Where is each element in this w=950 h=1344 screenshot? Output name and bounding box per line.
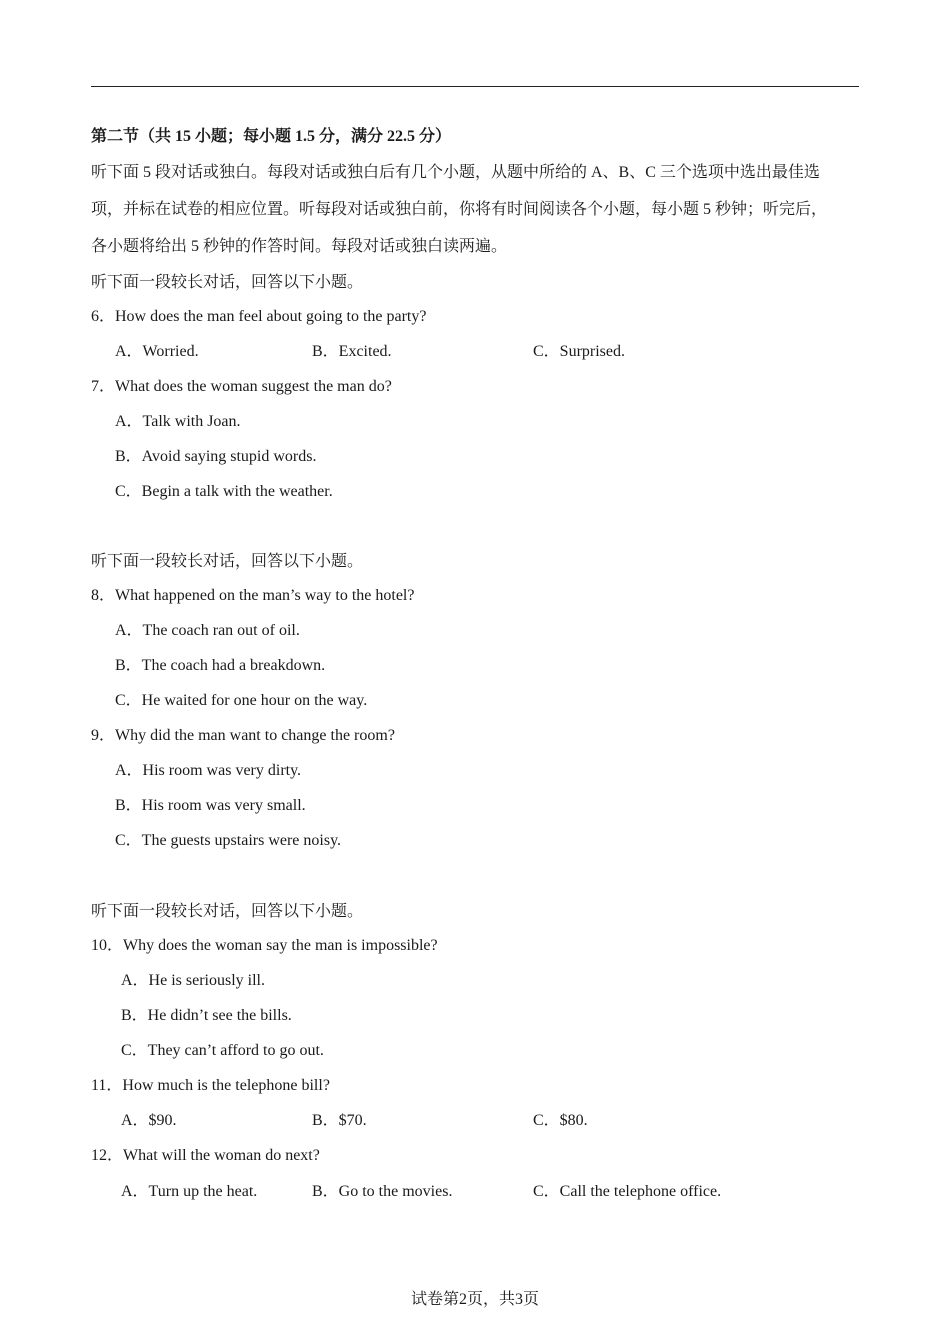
question-12-option-c: C．Call the telephone office. xyxy=(533,1183,722,1200)
instructions-line-2: 项，并标在试卷的相应位置。听每段对话或独白前，你将有时间阅读各个小题，每小题 5 秒钟；听完后， xyxy=(91,201,828,218)
instructions-line-3: 各小题将给出 5 秒钟的作答时间。每段对话或独白读两遍。 xyxy=(91,238,508,255)
header-rule xyxy=(91,86,859,87)
question-11-option-c: C．$80. xyxy=(533,1112,588,1129)
question-7-option-a: A．Talk with Joan. xyxy=(115,413,241,430)
question-8-option-b: B．The coach had a breakdown. xyxy=(115,657,326,674)
question-6-option-c: C．Surprised. xyxy=(533,343,626,360)
question-10-option-c: C．They can’t afford to go out. xyxy=(121,1042,324,1059)
question-8-option-c: C．He waited for one hour on the way. xyxy=(115,692,368,709)
question-12-option-a: A．Turn up the heat. xyxy=(121,1183,258,1200)
question-8-option-a: A．The coach ran out of oil. xyxy=(115,622,300,639)
group-intro: 听下面一段较长对话，回答以下小题。 xyxy=(91,553,364,570)
question-11-option-b: B．$70. xyxy=(312,1112,367,1129)
section-heading: 第二节（共 15 小题；每小题 1.5 分，满分 22.5 分） xyxy=(91,128,452,145)
question-9-option-c: C．The guests upstairs were noisy. xyxy=(115,832,342,849)
question-7-option-c: C．Begin a talk with the weather. xyxy=(115,483,333,500)
question-9-option-a: A．His room was very dirty. xyxy=(115,762,302,779)
question-11-option-a: A．$90. xyxy=(121,1112,177,1129)
instructions-line-1: 听下面 5 段对话或独白。每段对话或独白后有几个小题，从题中所给的 A、B、C 三个选项中选出最佳选 xyxy=(91,164,820,181)
question-9-stem: 9．Why did the man want to change the room? xyxy=(91,727,395,744)
question-6-option-b: B．Excited. xyxy=(312,343,392,360)
question-12-option-b: B．Go to the movies. xyxy=(312,1183,453,1200)
question-10-option-b: B．He didn’t see the bills. xyxy=(121,1007,292,1024)
question-12-stem: 12．What will the woman do next? xyxy=(91,1147,320,1164)
question-7-stem: 7．What does the woman suggest the man do? xyxy=(91,378,392,395)
group-intro: 听下面一段较长对话，回答以下小题。 xyxy=(91,903,364,920)
question-9-option-b: B．His room was very small. xyxy=(115,797,306,814)
question-10-stem: 10．Why does the woman say the man is impossible? xyxy=(91,937,438,954)
question-7-option-b: B．Avoid saying stupid words. xyxy=(115,448,317,465)
question-11-stem: 11．How much is the telephone bill? xyxy=(91,1077,330,1094)
group-intro: 听下面一段较长对话，回答以下小题。 xyxy=(91,274,364,291)
question-6-option-a: A．Worried. xyxy=(115,343,199,360)
page-footer: 试卷第2页，共3页 xyxy=(410,1291,539,1308)
question-6-stem: 6．How does the man feel about going to the party? xyxy=(91,308,427,325)
question-10-option-a: A．He is seriously ill. xyxy=(121,972,265,989)
question-8-stem: 8．What happened on the man’s way to the hotel? xyxy=(91,587,415,604)
